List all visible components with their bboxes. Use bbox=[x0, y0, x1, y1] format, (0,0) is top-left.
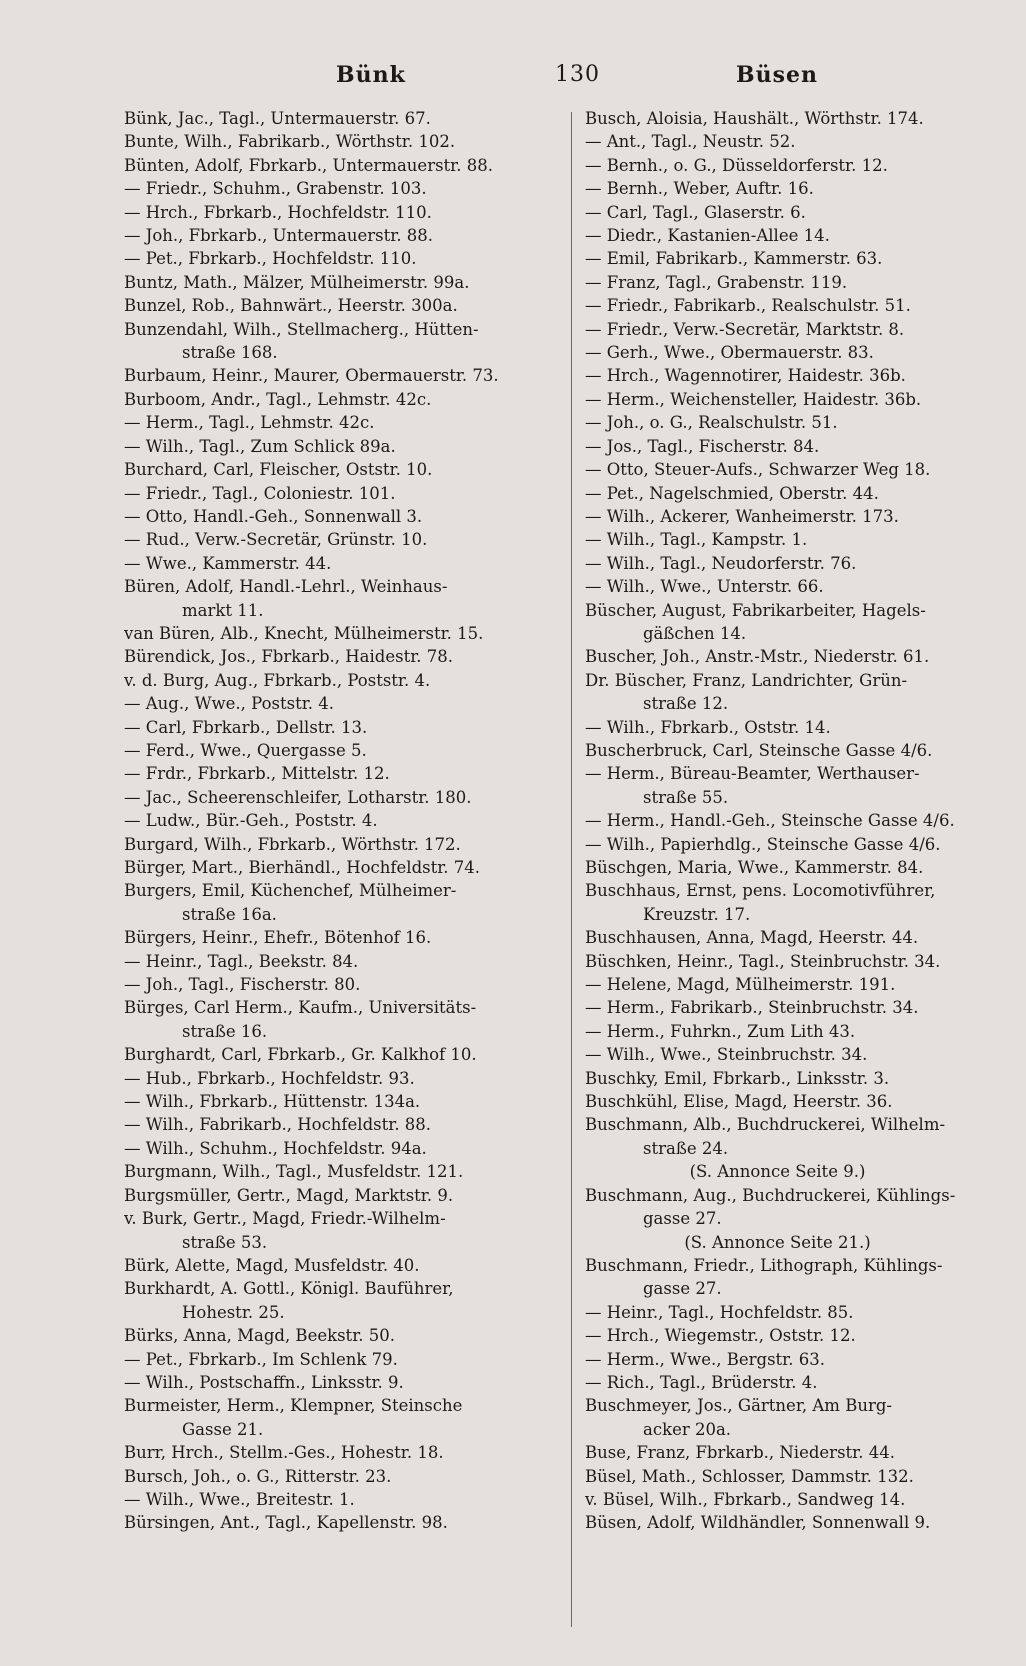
directory-entry: straße 53. bbox=[182, 1232, 268, 1252]
directory-entry: — Heinr., Tagl., Hochfeldstr. 85. bbox=[585, 1302, 854, 1322]
directory-entry: straße 16. bbox=[182, 1021, 268, 1041]
directory-entry: — Hrch., Fbrkarb., Hochfeldstr. 110. bbox=[124, 202, 432, 222]
directory-entry: — Heinr., Tagl., Beekstr. 84. bbox=[124, 951, 359, 971]
directory-entry: — Wwe., Kammerstr. 44. bbox=[124, 553, 332, 573]
directory-entry: — Rud., Verw.-Secretär, Grünstr. 10. bbox=[124, 530, 428, 550]
directory-entry: — Carl, Tagl., Glaserstr. 6. bbox=[585, 202, 806, 222]
directory-entry: Buschky, Emil, Fbrkarb., Linksstr. 3. bbox=[585, 1068, 890, 1088]
directory-entry: Buscherbruck, Carl, Steinsche Gasse 4/6. bbox=[585, 740, 933, 760]
directory-entry: Büsel, Math., Schlosser, Dammstr. 132. bbox=[585, 1466, 914, 1486]
directory-entry: Burkhardt, A. Gottl., Königl. Bauführer, bbox=[124, 1279, 454, 1299]
directory-entry: — Aug., Wwe., Poststr. 4. bbox=[124, 694, 335, 714]
directory-entry: — Wilh., Wwe., Steinbruchstr. 34. bbox=[585, 1045, 868, 1065]
directory-entry: straße 16a. bbox=[182, 904, 277, 924]
directory-entry: Bursch, Joh., o. G., Ritterstr. 23. bbox=[124, 1466, 392, 1486]
directory-entry: Büren, Adolf, Handl.-Lehrl., Weinhaus- bbox=[124, 577, 448, 597]
directory-entry: — Emil, Fabrikarb., Kammerstr. 63. bbox=[585, 249, 883, 269]
directory-entry: — Herm., Wwe., Bergstr. 63. bbox=[585, 1349, 825, 1369]
directory-entry: van Büren, Alb., Knecht, Mülheimerstr. 15. bbox=[124, 623, 484, 643]
directory-entry: — Otto, Handl.-Geh., Sonnenwall 3. bbox=[124, 506, 423, 526]
directory-entry: Burgard, Wilh., Fbrkarb., Wörthstr. 172. bbox=[124, 834, 461, 854]
directory-entry: — Franz, Tagl., Grabenstr. 119. bbox=[585, 272, 848, 292]
directory-entry: — Pet., Fbrkarb., Im Schlenk 79. bbox=[124, 1349, 398, 1369]
directory-entry: Buschmeyer, Jos., Gärtner, Am Burg- bbox=[585, 1396, 892, 1416]
directory-entry: Buscher, Joh., Anstr.-Mstr., Niederstr. 61. bbox=[585, 647, 930, 667]
directory-entry: — Pet., Fbrkarb., Hochfeldstr. 110. bbox=[124, 249, 417, 269]
page-number: 130 bbox=[555, 62, 600, 87]
directory-entry: — Wilh., Tagl., Kampstr. 1. bbox=[585, 530, 808, 550]
directory-entry: — Herm., Weichensteller, Haidestr. 36b. bbox=[585, 389, 922, 409]
directory-entry: straße 55. bbox=[643, 787, 729, 807]
directory-entry: — Bernh., o. G., Düsseldorferstr. 12. bbox=[585, 155, 888, 175]
directory-entry: — Ferd., Wwe., Quergasse 5. bbox=[124, 740, 367, 760]
directory-entry: Bürks, Anna, Magd, Beekstr. 50. bbox=[124, 1326, 395, 1346]
directory-entry: — Joh., Fbrkarb., Untermauerstr. 88. bbox=[124, 226, 434, 246]
directory-entry: — Rich., Tagl., Brüderstr. 4. bbox=[585, 1372, 818, 1392]
right-column bbox=[585, 107, 1010, 1535]
directory-entry: gasse 27. bbox=[643, 1279, 722, 1299]
directory-entry: Burr, Hrch., Stellm.-Ges., Hohestr. 18. bbox=[124, 1443, 444, 1463]
directory-entry: Buschkühl, Elise, Magd, Heerstr. 36. bbox=[585, 1092, 893, 1112]
directory-entry: v. Burk, Gertr., Magd, Friedr.-Wilhelm- bbox=[124, 1209, 446, 1229]
directory-entry: Büsen, Adolf, Wildhändler, Sonnenwall 9. bbox=[585, 1513, 931, 1533]
directory-entry: Buschhausen, Anna, Magd, Heerstr. 44. bbox=[585, 928, 919, 948]
directory-entry: Bünten, Adolf, Fbrkarb., Untermauerstr. 88. bbox=[124, 155, 493, 175]
directory-entry: Hohestr. 25. bbox=[182, 1302, 285, 1322]
directory-entry: Kreuzstr. 17. bbox=[643, 904, 751, 924]
directory-entry: Buschmann, Aug., Buchdruckerei, Kühlings- bbox=[585, 1185, 956, 1205]
directory-entry: — Wilh., Papierhdlg., Steinsche Gasse 4/6. bbox=[585, 834, 941, 854]
directory-entry: — Friedr., Fabrikarb., Realschulstr. 51. bbox=[585, 296, 911, 316]
directory-entry: Bunte, Wilh., Fabrikarb., Wörthstr. 102. bbox=[124, 132, 456, 152]
directory-entry: Burbaum, Heinr., Maurer, Obermauerstr. 73. bbox=[124, 366, 499, 386]
directory-entry: Bürk, Alette, Magd, Musfeldstr. 40. bbox=[124, 1255, 420, 1275]
directory-entry: Büschgen, Maria, Wwe., Kammerstr. 84. bbox=[585, 858, 924, 877]
directory-entry: — Wilh., Wwe., Breitestr. 1. bbox=[124, 1489, 355, 1509]
directory-entry: Dr. Büscher, Franz, Landrichter, Grün- bbox=[585, 670, 908, 690]
directory-entry: Busch, Aloisia, Haushält., Wörthstr. 174. bbox=[585, 109, 924, 128]
column-divider bbox=[571, 112, 572, 1627]
directory-entry: — Carl, Fbrkarb., Dellstr. 13. bbox=[124, 717, 368, 737]
directory-entry: — Otto, Steuer-Aufs., Schwarzer Weg 18. bbox=[585, 460, 931, 480]
header-last-name: Büsen bbox=[736, 62, 818, 88]
directory-entry: — Joh., o. G., Realschulstr. 51. bbox=[585, 413, 838, 433]
directory-entry: — Wilh., Ackerer, Wanheimerstr. 173. bbox=[585, 506, 899, 526]
directory-entry: straße 24. bbox=[643, 1138, 729, 1158]
directory-entry: — Wilh., Tagl., Neudorferstr. 76. bbox=[585, 553, 857, 573]
directory-entry: Bürger, Mart., Bierhändl., Hochfeldstr. 74. bbox=[124, 858, 481, 877]
directory-entry: Buschmann, Alb., Buchdruckerei, Wilhelm- bbox=[585, 1115, 946, 1135]
directory-entry: — Jos., Tagl., Fischerstr. 84. bbox=[585, 436, 820, 456]
directory-entry: v. d. Burg, Aug., Fbrkarb., Poststr. 4. bbox=[124, 670, 431, 690]
directory-entry: — Friedr., Tagl., Coloniestr. 101. bbox=[124, 483, 396, 503]
directory-entry: — Ant., Tagl., Neustr. 52. bbox=[585, 132, 796, 152]
directory-entry: — Friedr., Verw.-Secretär, Marktstr. 8. bbox=[585, 319, 905, 339]
directory-entry: Büscher, August, Fabrikarbeiter, Hagels- bbox=[585, 600, 926, 620]
left-column bbox=[124, 107, 556, 1535]
directory-entry: — Jac., Scheerenschleifer, Lotharstr. 180. bbox=[124, 787, 472, 807]
directory-entry: — Wilh., Fabrikarb., Hochfeldstr. 88. bbox=[124, 1115, 432, 1135]
directory-entry: Buse, Franz, Fbrkarb., Niederstr. 44. bbox=[585, 1443, 895, 1463]
directory-entry: straße 168. bbox=[182, 343, 278, 363]
directory-entry: gasse 27. bbox=[643, 1209, 722, 1229]
directory-entry: Gasse 21. bbox=[182, 1419, 264, 1439]
header-first-name: Bünk bbox=[336, 62, 406, 88]
directory-entry: markt 11. bbox=[182, 600, 264, 620]
directory-entry: Büschken, Heinr., Tagl., Steinbruchstr. 34. bbox=[585, 951, 941, 971]
directory-entry: — Hrch., Wagennotirer, Haidestr. 36b. bbox=[585, 366, 906, 386]
directory-entry: — Helene, Magd, Mülheimerstr. 191. bbox=[585, 975, 896, 995]
directory-entry: Bünk, Jac., Tagl., Untermauerstr. 67. bbox=[124, 109, 431, 128]
directory-entry: Bunzel, Rob., Bahnwärt., Heerstr. 300a. bbox=[124, 296, 458, 316]
directory-entry: Bunzendahl, Wilh., Stellmacherg., Hütten- bbox=[124, 319, 479, 339]
directory-entry: — Herm., Fuhrkn., Zum Lith 43. bbox=[585, 1021, 856, 1041]
directory-entry: — Herm., Büreau-Beamter, Werthauser- bbox=[585, 764, 920, 784]
directory-entry: — Bernh., Weber, Auftr. 16. bbox=[585, 179, 814, 199]
directory-entry: — Joh., Tagl., Fischerstr. 80. bbox=[124, 975, 361, 995]
directory-entry: Buschmann, Friedr., Lithograph, Kühlings- bbox=[585, 1255, 943, 1275]
directory-entry: — Herm., Fabrikarb., Steinbruchstr. 34. bbox=[585, 998, 919, 1018]
directory-entry: Bürges, Carl Herm., Kaufm., Universitäts- bbox=[124, 998, 477, 1018]
directory-entry: — Wilh., Schuhm., Hochfeldstr. 94a. bbox=[124, 1138, 427, 1158]
directory-entry: — Diedr., Kastanien-Allee 14. bbox=[585, 226, 830, 246]
directory-entry: Buntz, Math., Mälzer, Mülheimerstr. 99a. bbox=[124, 272, 470, 292]
directory-entry: Burgers, Emil, Küchenchef, Mülheimer- bbox=[124, 881, 457, 901]
directory-entry: Bürgers, Heinr., Ehefr., Bötenhof 16. bbox=[124, 928, 432, 948]
directory-entry: — Wilh., Fbrkarb., Hüttenstr. 134a. bbox=[124, 1092, 421, 1112]
directory-entry: — Hrch., Wiegemstr., Oststr. 12. bbox=[585, 1326, 856, 1346]
directory-entry: Burmeister, Herm., Klempner, Steinsche bbox=[124, 1396, 463, 1416]
directory-entry: Burgsmüller, Gertr., Magd, Marktstr. 9. bbox=[124, 1185, 454, 1205]
directory-entry: Bürendick, Jos., Fbrkarb., Haidestr. 78. bbox=[124, 647, 454, 667]
directory-entry: — Hub., Fbrkarb., Hochfeldstr. 93. bbox=[124, 1068, 415, 1088]
directory-entry: v. Büsel, Wilh., Fbrkarb., Sandweg 14. bbox=[585, 1489, 906, 1509]
directory-entry: — Wilh., Wwe., Unterstr. 66. bbox=[585, 577, 824, 597]
directory-entry: — Frdr., Fbrkarb., Mittelstr. 12. bbox=[124, 764, 390, 784]
directory-entry: Burghardt, Carl, Fbrkarb., Gr. Kalkhof 10. bbox=[124, 1045, 477, 1065]
directory-entry: — Ludw., Bür.-Geh., Poststr. 4. bbox=[124, 811, 378, 831]
directory-entry: Burboom, Andr., Tagl., Lehmstr. 42c. bbox=[124, 389, 432, 409]
directory-entry: Buschhaus, Ernst, pens. Locomotivführer, bbox=[585, 881, 936, 901]
directory-entry: gäßchen 14. bbox=[643, 623, 747, 643]
directory-entry: acker 20a. bbox=[643, 1419, 732, 1439]
directory-entry: Bürsingen, Ant., Tagl., Kapellenstr. 98. bbox=[124, 1513, 448, 1533]
directory-entry: Burchard, Carl, Fleischer, Oststr. 10. bbox=[124, 460, 433, 480]
page-header bbox=[0, 62, 1026, 96]
directory-entry: (S. Annonce Seite 9.) bbox=[689, 1162, 866, 1182]
directory-entry: — Pet., Nagelschmied, Oberstr. 44. bbox=[585, 483, 879, 503]
directory-entry: — Herm., Handl.-Geh., Steinsche Gasse 4/6. bbox=[585, 811, 955, 831]
directory-entry: — Gerh., Wwe., Obermauerstr. 83. bbox=[585, 343, 874, 363]
directory-entry: — Friedr., Schuhm., Grabenstr. 103. bbox=[124, 179, 427, 199]
directory-entry: — Wilh., Tagl., Zum Schlick 89a. bbox=[124, 436, 396, 456]
directory-entry: Burgmann, Wilh., Tagl., Musfeldstr. 121. bbox=[124, 1162, 464, 1182]
directory-entry: — Herm., Tagl., Lehmstr. 42c. bbox=[124, 413, 375, 433]
directory-entry: straße 12. bbox=[643, 694, 729, 714]
directory-entry: — Wilh., Postschaffn., Linksstr. 9. bbox=[124, 1372, 404, 1392]
directory-entry: (S. Annonce Seite 21.) bbox=[684, 1232, 871, 1252]
directory-entry: — Wilh., Fbrkarb., Oststr. 14. bbox=[585, 717, 831, 737]
